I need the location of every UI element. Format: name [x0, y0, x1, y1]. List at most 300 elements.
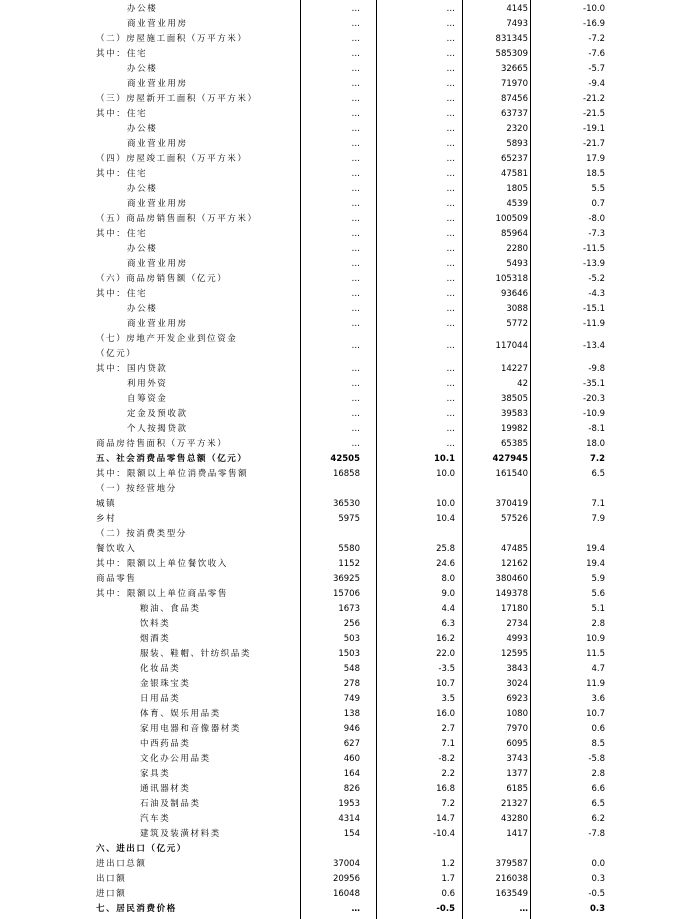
- cumulative-value: 1417: [506, 829, 528, 839]
- cumulative-value: 5893: [506, 139, 528, 149]
- month-value: …: [351, 424, 360, 434]
- cumulative-growth: 3.6: [591, 694, 605, 704]
- cumulative-growth: -11.5: [583, 244, 605, 254]
- table-row: [0, 797, 693, 812]
- month-value: 1503: [338, 649, 360, 659]
- row-label: 住宅: [127, 289, 148, 299]
- month-value: …: [351, 341, 360, 351]
- row-label: 商业营业用房: [127, 199, 188, 209]
- cumulative-value: 17180: [500, 604, 528, 614]
- table-row: [0, 47, 693, 62]
- row-prefix: 其中：: [96, 229, 127, 239]
- month-value: 946: [343, 724, 360, 734]
- month-value: 37004: [332, 859, 360, 869]
- cumulative-value: 47485: [500, 544, 528, 554]
- month-growth: …: [446, 154, 455, 164]
- month-growth: …: [446, 379, 455, 389]
- cumulative-growth: -20.3: [583, 394, 605, 404]
- cumulative-value: 117044: [495, 341, 528, 351]
- table-row: [0, 362, 693, 377]
- month-value: …: [351, 364, 360, 374]
- month-value: 256: [343, 619, 360, 629]
- cumulative-growth: -8.1: [588, 424, 605, 434]
- cumulative-value: 42: [517, 379, 528, 389]
- row-label: 化妆品类: [140, 664, 181, 674]
- row-label: 商品零售: [96, 574, 137, 584]
- cumulative-growth: -7.2: [588, 34, 605, 44]
- row-label: 定金及预收款: [127, 409, 188, 419]
- cumulative-growth: 18.5: [586, 169, 605, 179]
- cumulative-value: 1080: [506, 709, 528, 719]
- cumulative-value: 4145: [506, 4, 528, 14]
- month-growth: …: [446, 244, 455, 254]
- table-row: [0, 722, 693, 737]
- cumulative-growth: 5.1: [591, 604, 605, 614]
- cumulative-value: 3024: [506, 679, 528, 689]
- month-value: 4314: [338, 814, 360, 824]
- cumulative-value: 65385: [500, 439, 528, 449]
- row-label: （五）商品房销售面积（万平方米）: [96, 214, 258, 224]
- month-growth: -10.4: [433, 829, 455, 839]
- table-row: [0, 197, 693, 212]
- cumulative-growth: 18.0: [586, 439, 605, 449]
- cumulative-growth: -5.7: [588, 64, 605, 74]
- month-value: …: [351, 229, 360, 239]
- cumulative-growth: 2.8: [591, 769, 605, 779]
- month-growth: 7.2: [441, 799, 455, 809]
- row-label: 办公楼: [127, 124, 158, 134]
- cumulative-growth: 8.5: [591, 739, 605, 749]
- table-row: [0, 662, 693, 677]
- month-value: 1953: [338, 799, 360, 809]
- table-row: [0, 392, 693, 407]
- cumulative-growth: -10.0: [583, 4, 605, 14]
- cumulative-value: 14227: [500, 364, 528, 374]
- table-row: [0, 2, 693, 17]
- table-row: [0, 692, 693, 707]
- table-row: [0, 512, 693, 527]
- row-label: （二）按消费类型分: [96, 529, 187, 539]
- month-growth: …: [446, 394, 455, 404]
- cumulative-growth: -8.0: [588, 214, 605, 224]
- table-row: [0, 542, 693, 557]
- cumulative-growth: 7.2: [589, 454, 605, 464]
- table-row: [0, 752, 693, 767]
- month-value: …: [351, 904, 360, 914]
- month-value: …: [351, 49, 360, 59]
- row-label: （一）按经营地分: [96, 484, 177, 494]
- month-growth: -3.5: [438, 664, 455, 674]
- month-growth: 24.6: [436, 559, 455, 569]
- table-row: [0, 212, 693, 227]
- month-growth: 2.2: [441, 769, 455, 779]
- month-value: …: [351, 19, 360, 29]
- row-prefix: 其中：: [96, 364, 127, 374]
- month-value: 1152: [338, 559, 360, 569]
- row-label: 住宅: [127, 109, 148, 119]
- cumulative-growth: 10.9: [586, 634, 605, 644]
- cumulative-value: 161540: [495, 469, 528, 479]
- month-growth: 10.4: [436, 514, 455, 524]
- cumulative-value: 21327: [500, 799, 528, 809]
- cumulative-value: 585309: [495, 49, 528, 59]
- month-value: 36925: [332, 574, 360, 584]
- month-value: …: [351, 34, 360, 44]
- cumulative-value: 7970: [506, 724, 528, 734]
- cumulative-growth: -5.2: [588, 274, 605, 284]
- month-growth: …: [446, 49, 455, 59]
- month-growth: 10.1: [434, 454, 455, 464]
- cumulative-value: 65237: [500, 154, 528, 164]
- cumulative-value: 85964: [500, 229, 528, 239]
- cumulative-growth: -7.8: [588, 829, 605, 839]
- month-growth: 3.5: [441, 694, 455, 704]
- table-row: [0, 602, 693, 617]
- table-row: [0, 92, 693, 107]
- month-value: …: [351, 409, 360, 419]
- month-value: 826: [343, 784, 360, 794]
- row-label: 服装、鞋帽、针纺织品类: [140, 649, 252, 659]
- row-label: 建筑及装潢材料类: [140, 829, 221, 839]
- month-value: 749: [343, 694, 360, 704]
- row-label: 金银珠宝类: [140, 679, 191, 689]
- table-row: [0, 302, 693, 317]
- month-value: 460: [343, 754, 360, 764]
- row-label: 商业营业用房: [127, 79, 188, 89]
- cumulative-growth: -21.5: [583, 109, 605, 119]
- row-label: （三）房屋新开工面积（万平方米）: [96, 94, 258, 104]
- cumulative-value: 6185: [506, 784, 528, 794]
- cumulative-value: 38505: [500, 394, 528, 404]
- cumulative-value: 32665: [500, 64, 528, 74]
- table-row: [0, 572, 693, 587]
- month-growth: …: [446, 341, 455, 351]
- month-growth: …: [446, 79, 455, 89]
- cumulative-growth: 7.1: [591, 499, 605, 509]
- month-growth: …: [446, 19, 455, 29]
- row-label: 限额以上单位餐饮收入: [127, 559, 229, 569]
- cumulative-growth: -35.1: [583, 379, 605, 389]
- cumulative-value: 2280: [506, 244, 528, 254]
- row-label: 国内贷款: [127, 364, 168, 374]
- cumulative-value: 380460: [495, 574, 528, 584]
- month-value: …: [351, 244, 360, 254]
- cumulative-value: 4993: [506, 634, 528, 644]
- row-label: 汽车类: [140, 814, 171, 824]
- month-growth: [395, 842, 455, 857]
- month-value: …: [351, 199, 360, 209]
- month-growth: 9.0: [441, 589, 455, 599]
- cumulative-growth: [545, 527, 605, 542]
- cumulative-growth: 11.9: [586, 679, 605, 689]
- row-prefix: 其中：: [96, 589, 127, 599]
- table-row: [0, 62, 693, 77]
- month-growth: 25.8: [436, 544, 455, 554]
- cumulative-value: 3843: [506, 664, 528, 674]
- month-growth: 1.2: [441, 859, 455, 869]
- month-value: …: [351, 289, 360, 299]
- cumulative-growth: -10.9: [583, 409, 605, 419]
- table-row: [0, 167, 693, 182]
- cumulative-value: 19982: [500, 424, 528, 434]
- cumulative-value: 149378: [495, 589, 528, 599]
- table-row: [0, 437, 693, 452]
- row-label: 商业营业用房: [127, 19, 188, 29]
- row-label: 体育、娱乐用品类: [140, 709, 221, 719]
- table-row: [0, 827, 693, 842]
- row-label: 办公楼: [127, 4, 158, 14]
- month-growth: 7.1: [441, 739, 455, 749]
- cumulative-value: 5493: [506, 259, 528, 269]
- cumulative-value: 5772: [506, 319, 528, 329]
- row-label: 出口额: [96, 874, 127, 884]
- cumulative-growth: -15.1: [583, 304, 605, 314]
- month-value: 15706: [332, 589, 360, 599]
- cumulative-growth: -13.9: [583, 259, 605, 269]
- month-growth: …: [446, 109, 455, 119]
- table-row: [0, 152, 693, 167]
- month-value: 16858: [332, 469, 360, 479]
- table-row: [0, 257, 693, 272]
- table-row: [0, 77, 693, 92]
- row-label: 进出口总额: [96, 859, 147, 869]
- cumulative-growth: -21.2: [583, 94, 605, 104]
- cumulative-value: 47581: [500, 169, 528, 179]
- month-value: 503: [343, 634, 360, 644]
- row-label: 中西药品类: [140, 739, 191, 749]
- row-label: 五、社会消费品零售总额（亿元）: [96, 454, 248, 464]
- row-label: 城镇: [96, 499, 117, 509]
- table-row: [0, 767, 693, 782]
- table-row: [0, 587, 693, 602]
- cumulative-value: 6923: [506, 694, 528, 704]
- table-row: [0, 107, 693, 122]
- month-value: 20956: [332, 874, 360, 884]
- cumulative-value: 93646: [500, 289, 528, 299]
- month-value: 5580: [338, 544, 360, 554]
- month-growth: 6.3: [441, 619, 455, 629]
- month-value: …: [351, 139, 360, 149]
- month-growth: …: [446, 199, 455, 209]
- cumulative-value: 57526: [500, 514, 528, 524]
- month-value: [300, 482, 360, 497]
- table-row: [0, 902, 693, 917]
- table-row: [0, 557, 693, 572]
- cumulative-value: 87456: [500, 94, 528, 104]
- cumulative-value: 163549: [495, 889, 528, 899]
- row-prefix: 其中：: [96, 169, 127, 179]
- cumulative-growth: 6.6: [591, 784, 605, 794]
- cumulative-growth: -9.4: [588, 79, 605, 89]
- month-growth: …: [446, 139, 455, 149]
- table-row: [0, 617, 693, 632]
- month-growth: 22.0: [436, 649, 455, 659]
- row-label: 粮油、食品类: [140, 604, 201, 614]
- row-label: 六、进出口（亿元）: [96, 844, 187, 854]
- table-row: [0, 122, 693, 137]
- month-value: …: [351, 4, 360, 14]
- cumulative-value: 2734: [506, 619, 528, 629]
- table-row: [0, 317, 693, 332]
- cumulative-growth: 0.3: [589, 904, 605, 914]
- table-row: [0, 332, 693, 362]
- cumulative-growth: -7.3: [588, 229, 605, 239]
- cumulative-growth: -13.4: [583, 341, 605, 351]
- month-growth: [395, 527, 455, 542]
- row-label: 限额以上单位消费品零售额: [127, 469, 249, 479]
- cumulative-growth: 5.6: [591, 589, 605, 599]
- month-growth: 10.0: [436, 499, 455, 509]
- month-value: [300, 842, 360, 857]
- row-label: 自筹资金: [127, 394, 168, 404]
- table-row: [0, 287, 693, 302]
- month-value: …: [351, 184, 360, 194]
- cumulative-value: 379587: [495, 859, 528, 869]
- cumulative-growth: 6.5: [591, 799, 605, 809]
- row-label: 烟酒类: [140, 634, 171, 644]
- row-label: 住宅: [127, 49, 148, 59]
- month-growth: 1.7: [441, 874, 455, 884]
- row-label: 住宅: [127, 169, 148, 179]
- month-growth: -8.2: [438, 754, 455, 764]
- month-value: 5975: [338, 514, 360, 524]
- row-label: （二）房屋施工面积（万平方米）: [96, 34, 248, 44]
- month-growth: …: [446, 319, 455, 329]
- cumulative-growth: 11.5: [586, 649, 605, 659]
- month-growth: …: [446, 229, 455, 239]
- row-label: 七、居民消费价格: [96, 904, 177, 914]
- row-label: 进口额: [96, 889, 127, 899]
- month-growth: 16.8: [436, 784, 455, 794]
- row-label: 住宅: [127, 229, 148, 239]
- table-row: [0, 737, 693, 752]
- cumulative-value: 216038: [495, 874, 528, 884]
- cumulative-growth: 17.9: [586, 154, 605, 164]
- table-row: [0, 677, 693, 692]
- month-value: 278: [343, 679, 360, 689]
- month-growth: …: [446, 124, 455, 134]
- cumulative-growth: 0.7: [591, 199, 605, 209]
- cumulative-growth: -16.9: [583, 19, 605, 29]
- cumulative-growth: -9.8: [588, 364, 605, 374]
- row-prefix: 其中：: [96, 49, 127, 59]
- row-label: 日用品类: [140, 694, 181, 704]
- row-label: 办公楼: [127, 244, 158, 254]
- month-growth: 2.7: [441, 724, 455, 734]
- cumulative-value: 1377: [506, 769, 528, 779]
- month-growth: …: [446, 274, 455, 284]
- month-value: 138: [343, 709, 360, 719]
- month-value: 548: [343, 664, 360, 674]
- cumulative-growth: -7.6: [588, 49, 605, 59]
- table-row: [0, 407, 693, 422]
- month-growth: 0.6: [441, 889, 455, 899]
- cumulative-growth: -19.1: [583, 124, 605, 134]
- row-label: 通讯器材类: [140, 784, 191, 794]
- cumulative-value: 831345: [495, 34, 528, 44]
- month-growth: 14.7: [436, 814, 455, 824]
- cumulative-growth: 7.9: [591, 514, 605, 524]
- month-growth: …: [446, 94, 455, 104]
- row-label: 家用电器和音像器材类: [140, 724, 242, 734]
- cumulative-value: 63737: [500, 109, 528, 119]
- month-value: 42505: [330, 454, 360, 464]
- cumulative-value: 6095: [506, 739, 528, 749]
- month-growth: …: [446, 289, 455, 299]
- month-growth: …: [446, 439, 455, 449]
- cumulative-growth: -11.9: [583, 319, 605, 329]
- month-value: …: [351, 304, 360, 314]
- cumulative-value: [468, 527, 528, 542]
- month-growth: 16.0: [436, 709, 455, 719]
- cumulative-value: 3088: [506, 304, 528, 314]
- row-label: 商业营业用房: [127, 319, 188, 329]
- month-growth: 8.0: [441, 574, 455, 584]
- table-row: [0, 137, 693, 152]
- row-label: 饮料类: [140, 619, 171, 629]
- month-growth: …: [446, 424, 455, 434]
- month-value: 16048: [332, 889, 360, 899]
- cumulative-growth: 0.0: [591, 859, 605, 869]
- row-prefix: 其中：: [96, 109, 127, 119]
- cumulative-growth: -0.5: [588, 889, 605, 899]
- month-value: …: [351, 124, 360, 134]
- cumulative-value: 105318: [495, 274, 528, 284]
- month-growth: …: [446, 304, 455, 314]
- row-label: 限额以上单位商品零售: [127, 589, 229, 599]
- month-growth: …: [446, 184, 455, 194]
- month-growth: -0.5: [436, 904, 455, 914]
- month-growth: …: [446, 409, 455, 419]
- cumulative-value: 3743: [506, 754, 528, 764]
- table-row: [0, 482, 693, 497]
- cumulative-value: 71970: [500, 79, 528, 89]
- row-label: 餐饮收入: [96, 544, 137, 554]
- cumulative-growth: 19.4: [586, 559, 605, 569]
- month-value: …: [351, 154, 360, 164]
- month-growth: 4.4: [441, 604, 455, 614]
- row-label: 文化办公用品类: [140, 754, 211, 764]
- table-row: [0, 872, 693, 887]
- row-label: （四）房屋竣工面积（万平方米）: [96, 154, 248, 164]
- month-growth: 10.0: [436, 469, 455, 479]
- cumulative-value: 427945: [492, 454, 528, 464]
- row-prefix: 其中：: [96, 559, 127, 569]
- table-row: [0, 857, 693, 872]
- cumulative-value: 12162: [500, 559, 528, 569]
- month-growth: …: [446, 259, 455, 269]
- cumulative-value: …: [519, 904, 528, 914]
- month-value: 627: [343, 739, 360, 749]
- row-label: （七）房地产开发企业到位资金: [96, 334, 238, 344]
- month-value: 154: [343, 829, 360, 839]
- table-row: [0, 632, 693, 647]
- month-value: …: [351, 439, 360, 449]
- row-label: 办公楼: [127, 184, 158, 194]
- month-value: …: [351, 259, 360, 269]
- row-prefix: 其中：: [96, 469, 127, 479]
- month-growth: …: [446, 214, 455, 224]
- cumulative-growth: 10.7: [586, 709, 605, 719]
- month-value: …: [351, 109, 360, 119]
- table-row: [0, 647, 693, 662]
- cumulative-growth: 6.2: [591, 814, 605, 824]
- cumulative-growth: 19.4: [586, 544, 605, 554]
- cumulative-growth: [545, 482, 605, 497]
- month-growth: …: [446, 169, 455, 179]
- month-value: …: [351, 94, 360, 104]
- cumulative-growth: [545, 842, 605, 857]
